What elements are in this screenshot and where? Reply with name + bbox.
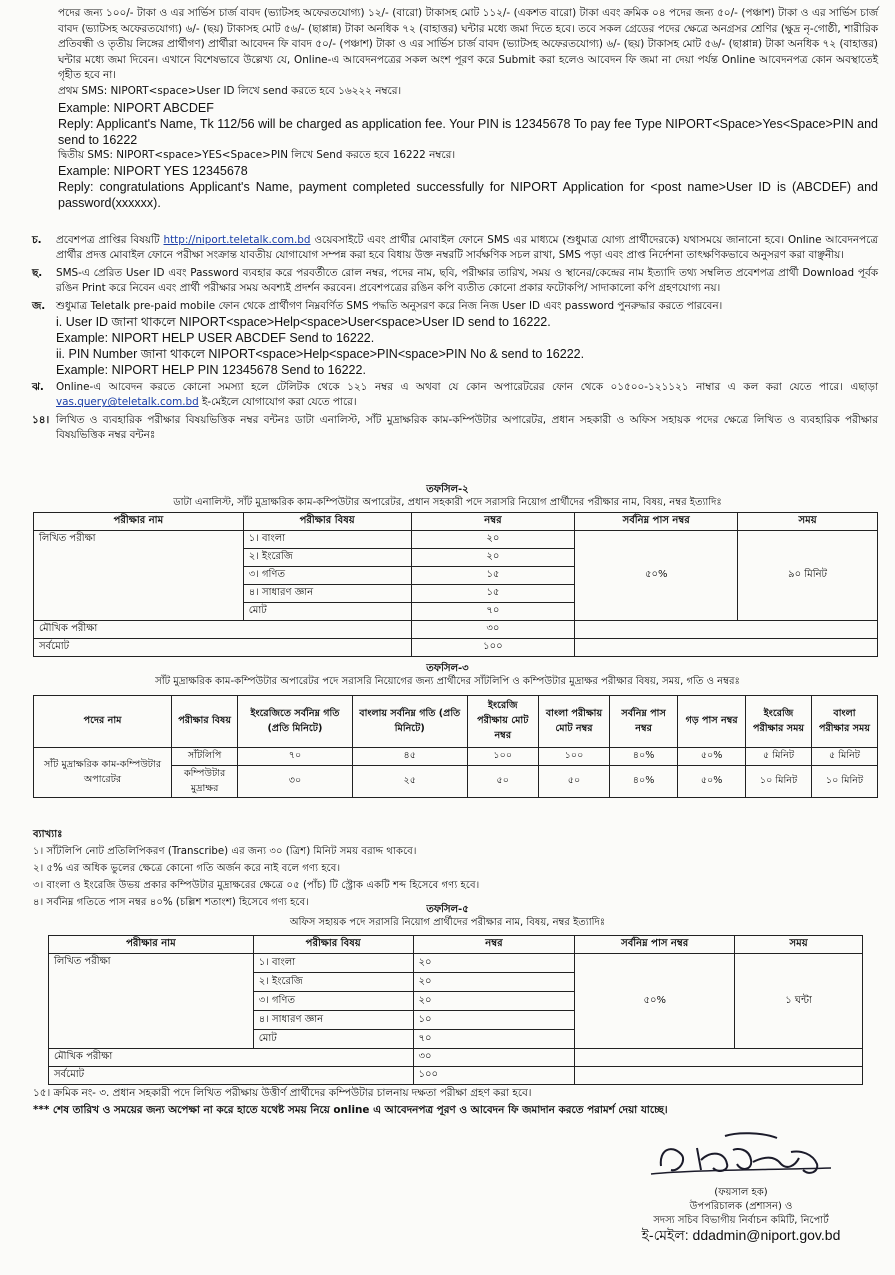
first-sms-reply: Reply: Applicant's Name, Tk 112/56 will be charged as application fee. Your PIN is 12345678 To pay fee Type NIPORT<Space>Yes<Space>PIN and send to 16222	[58, 116, 878, 147]
explanation-item: ৪। সর্বনিম্ন গতিতে পাস নম্বর ৪০% (চল্লিশ শতাংশ) হিসেবে গণ্য হবে।	[33, 897, 309, 908]
exam-time: ৯০ মিনিট	[738, 531, 878, 621]
note-jha: ঝ. Online-এ আবেদন করতে কোনো সমস্যা হলে টেলিটক থেকে ১২১ নম্বর এ অথবা যে কোন অপারেটরের ফোন থেকে ০১৫০০-১২১১২১ নাম্বার এ কল করা যেতে পারে। এছাড়া vas.query@teletalk.com.bd ই-মেইলে যোগাযোগ করা যেতে পারে।	[32, 380, 878, 411]
second-sms-reply: Reply: congratulations Applicant's Name, payment completed successfully for NIPORT Application for <post name>User ID is (ABCDEF) and password(xxxxxx).	[58, 180, 878, 211]
advice-note: *** শেষ তারিখ ও সময়ের জন্য অপেক্ষা না করে হাতে যথেষ্ট সময় নিয়ে online এ আবেদনপত্র পূরণ ও আবেদন ফি জমাদান করতে পরামর্শ দেয়া যাচ্ছে।	[33, 1104, 668, 1116]
note-15: ১৫। ক্রমিক নং- ৩. প্রধান সহকারী পদে লিখিত পরীক্ষায় উত্তীর্ণ প্রার্থীদের কম্পিউটার চালনায় দক্ষতা পরীক্ষা গ্রহণ করা হবে।	[33, 1087, 532, 1099]
note-label: চ.	[32, 234, 42, 246]
signatory-title: উপপরিচালক (প্রশাসন) ও	[689, 1201, 793, 1212]
written-exam-label: লিখিত পরীক্ষা	[34, 531, 244, 621]
total-label: সর্বমোট	[34, 639, 412, 657]
signatory-name: (ফয়সাল হক)	[714, 1187, 768, 1198]
first-sms-example: Example: NIPORT ABCDEF	[58, 100, 214, 115]
explanation-item: ২। ৫% এর অধিক ভুলের ক্ষেত্রে কোনো গতি অর্জন করে নাই বলে গণ্য হবে।	[33, 863, 341, 874]
exam-time: ১ ঘন্টা	[735, 954, 863, 1049]
note-label: ঝ.	[32, 381, 44, 394]
note-label: ছ.	[32, 266, 43, 279]
note-chha: ছ. SMS-এ প্রেরিত User ID এবং Password ব্যবহার করে পরবর্তীতে রোল নম্বর, পদের নাম, ছবি, পরীক্ষার তারিখ, সময় ও স্থানের/কেন্দ্রের নাম ইত্যাদি তথ্য সম্বলিত প্রবেশপত্র প্রার্থী Download পূর্বক রঙিন Print করে নিবেন এবং প্রার্থী পরীক্ষার সময় অবশ্যই প্রদর্শন করবেন। প্রবেশপত্রের রঙিন কপি ব্যতীত কোনো প্রকার ফটোকপি/ সাদাকালো কপি গ্রহণযোগ্য নয়।	[32, 266, 878, 297]
second-sms-example: Example: NIPORT YES 12345678	[58, 164, 248, 179]
note-ja: জ. শুধুমাত্র Teletalk pre-paid mobile ফোন থেকে প্রার্থীগণ নিম্নবর্ণিত SMS পদ্ধতি অনুসরণ করে নিজ নিজ User ID এবং password পুনরুদ্ধার করতে পারবেন। i. User ID জানা থাকলে NIPORT<space>Help<space>User<space>User ID send to 16222. Example: NIPORT HELP USER ABCDEF Send to 16222. ii. PIN Number জানা থাকলে NIPORT<space>Help<space>PIN<space>PIN No & send to 16222. Example: NIPORT HELP PIN 12345678 Send to 16222.	[32, 299, 878, 378]
notes-list	[32, 233, 878, 446]
table2-caption: তফসিল-২ ডাটা এনালিস্ট, সাঁট মুদ্রাক্ষরিক কাম-কম্পিউটার অপারেটর, প্রধান সহকারী পদে সরাসরি নিয়োগ প্রার্থীদের পরীক্ষার নাম, বিষয়, নম্বর ইত্যাদিঃ	[173, 484, 722, 508]
table3: পদের নাম পরীক্ষার বিষয় ইংরেজিতে সর্বনিম্ন গতি (প্রতি মিনিটে) বাংলায় সর্বনিম্ন গতি (প্রতি মিনিটে) ইংরেজি পরীক্ষায় মোট নম্বর বাংলা পরীক্ষায় মোট নম্বর সর্বনিম্ন পাস নম্বর গড় পাস নম্বর ইংরেজি পরীক্ষার সময় বাংলা পরীক্ষার সময় সাঁট মুদ্রাক্ষরিক কাম-কম্পিউটার অপারেটর সাঁটলিপি ৭০ ৪৫ ১০০ ১০০ ৪০% ৫০% ৫ মিনিট ৫ মিনিট কম্পিউটার মুদ্রাক্ষর ৩০ ২৫ ৫০ ৫০ ৪০% ৫০% ১০ মিনিট ১০ মিনিট	[33, 695, 878, 798]
pass-mark: ৫০%	[575, 954, 735, 1049]
note-label: জ.	[32, 299, 46, 312]
footer-notes	[33, 1085, 878, 1119]
signatory-email[interactable]: ই-মেইল: ddadmin@niport.gov.bd	[641, 1227, 841, 1243]
table3-caption: তফসিল-৩ সাঁট মুদ্রাক্ষরিক কাম-কম্পিউটার অপারেটর পদে সরাসরি নিয়োগের জন্য প্রার্থীদের সাঁটলিপি ও কম্পিউটার মুদ্রাক্ষর পরীক্ষার বিষয়, সময়, গতি ও নম্বরঃ	[155, 663, 740, 687]
second-sms: দ্বিতীয় SMS: NIPORT<space>YES<Space>PIN লিখে Send করতে হবে 16222 নম্বরে।	[58, 148, 456, 161]
signature-image	[641, 1130, 841, 1186]
written-exam-label: লিখিত পরীক্ষা	[49, 954, 254, 1049]
total-label: সর্বমোট	[49, 1067, 414, 1085]
recovery-user-id-example: Example: NIPORT HELP USER ABCDEF Send to 16222.	[56, 331, 375, 346]
fee-instructions	[58, 6, 878, 211]
recovery-user-id: i. User ID জানা থাকলে NIPORT<space>Help<space>User<space>User ID send to 16222.	[56, 315, 551, 330]
signature-block	[596, 1130, 886, 1242]
note-14: ১৪। লিখিত ও ব্যবহারিক পরীক্ষার বিষয়ভিত্তিক নম্বর বন্টনঃ ডাটা এনালিস্ট, সাঁট মুদ্রাক্ষরিক কাম-কম্পিউটার অপারেটর, প্রধান সহকারী ও অফিস সহায়ক পদের ক্ষেত্রে লিখিত ও ব্যবহারিক পরীক্ষার বিষয়ভিত্তিক নম্বর বন্টনঃ	[32, 413, 878, 444]
recovery-pin-example: Example: NIPORT HELP PIN 12345678 Send to 16222.	[56, 363, 366, 378]
first-sms: প্রথম SMS: NIPORT<space>User ID লিখে send করতে হবে ১৬২২২ নম্বরে।	[58, 84, 402, 97]
explanation: ব্যাখ্যাঃ ১। সাঁটলিপি নোট প্রতিলিপিকরণ (Transcribe) এর জন্য ৩০ (ত্রিশ) মিনিট সময় বরাদ্দ থাকবে। ২। ৫% এর অধিক ভুলের ক্ষেত্রে কোনো গতি অর্জন করে নাই বলে গণ্য হবে। ৩। বাংলা ও ইংরেজি উভয় প্রকার কম্পিউটার মুদ্রাক্ষরের ক্ষেত্রে ০৫ (পাঁচ) টি স্ট্রোক একটি শব্দ হিসেবে গণ্য হবে। ৪। সর্বনিম্ন গতিতে পাস নম্বর ৪০% (চল্লিশ শতাংশ) হিসেবে গণ্য হবে।	[33, 826, 873, 911]
support-email-link[interactable]: vas.query@teletalk.com.bd	[56, 396, 199, 409]
explanation-item: ৩। বাংলা ও ইংরেজি উভয় প্রকার কম্পিউটার মুদ্রাক্ষরের ক্ষেত্রে ০৫ (পাঁচ) টি স্ট্রোক একটি শব্দ হিসেবে গণ্য হবে।	[33, 880, 480, 891]
table5-caption: তফসিল-৫ অফিস সহায়ক পদে সরাসরি নিয়োগ প্রার্থীদের পরীক্ষার নাম, বিষয়, নম্বর ইত্যাদিঃ	[289, 904, 606, 928]
note-cha: চ. প্রবেশপত্র প্রাপ্তির বিষয়টি http://niport.teletalk.com.bd ওয়েবসাইটে এবং প্রার্থীর মোবাইল ফোনে SMS এর মাধ্যমে (শুধুমাত্র যোগ্য প্রার্থীদেরকে) যথাসময়ে জানানো হবে। Online আবেদনপত্রে প্রার্থীর প্রদত্ত মোবাইল ফোনে পরীক্ষা সংক্রান্ত যাবতীয় যোগাযোগ সম্পন্ন করা হবে বিধায় উক্ত নম্বরটি সার্বক্ষণিক সচল রাখা, SMS পড়া এবং প্রাপ্ত নির্দেশনা তাৎক্ষণিকভাবে অনুসরণ করা বাঞ্ছনীয়।	[32, 233, 878, 264]
signatory-committee: সদস্য সচিব বিভাগীয় নির্বাচন কমিটি, নিপোর্ট	[653, 1215, 829, 1226]
fee-paragraph: পদের জন্য ১০০/- টাকা ও এর সার্ভিস চার্জ বাবদ (ভ্যাটসহ অফেরতযোগ্য) ১২/- (বারো) টাকাসহ মোট ১১২/- (একশত বারো) টাকা এবং ক্রমিক ০৪ পদের জন্য ৫০/- (পঞ্চাশ) টাকা ও এর সার্ভিস চার্জ বাবদ (ভ্যাটসহ অফেরতযোগ্য) ৬/- (ছয়) টাকাসহ মোট ৫৬/- (ছাপ্পান্ন) টাকা অনধিক ৭২ (বাহাত্তর) ঘন্টার মধ্যে জমা দিতে হবে। তবে সকল গ্রেডের পদের ক্ষেত্রে অনগ্রসর শ্রেণির (ক্ষুদ্র নৃ-গোষ্ঠী, শারীরিক প্রতিবন্ধী ও তৃতীয় লিঙ্গের প্রার্থীগণ) প্রার্থীরা আবেদন ফি বাবদ ৫০/- (পঞ্চাশ) টাকা ও এর সার্ভিস চার্জ বাবদ (ভ্যাটসহ অফেরতযোগ্য) ৬/- (ছয়) টাকাসহ মোট ৫৬/- (ছাপ্পান্ন) টাকা অনধিক ৭২ (বাহাত্তর) ঘন্টার মধ্যে জমা দিবেন। এখানে বিশেষভাবে উল্লেখ্য যে, Online-এ আবেদনপত্রের সকল অংশ পূরণ করে Submit করা হলেও আবেদন ফি জমা না দেয়া পর্যন্ত Online আবেদনপত্র কোন অবস্থাতেই গৃহীত হবে না।	[58, 7, 878, 82]
pass-mark: ৫০%	[575, 531, 738, 621]
note-label: ১৪।	[32, 413, 50, 426]
viva-label: মৌখিক পরীক্ষা	[49, 1049, 414, 1067]
post-name: সাঁট মুদ্রাক্ষরিক কাম-কম্পিউটার অপারেটর	[34, 748, 172, 798]
viva-label: মৌখিক পরীক্ষা	[34, 621, 412, 639]
table2: পরীক্ষার নাম পরীক্ষার বিষয় নম্বর সর্বনিম্ন পাস নম্বর সময় লিখিত পরীক্ষা ১। বাংলা ২০ ৫০% ৯০ মিনিট ২। ইংরেজি ২০ ৩। গণিত ১৫ ৪। সাধারণ জ্ঞান ১৫ মোট ৭০ মৌখিক পরীক্ষা ৩০ সর্বমোট ১০০	[33, 512, 878, 657]
explanation-item: ১। সাঁটলিপি নোট প্রতিলিপিকরণ (Transcribe) এর জন্য ৩০ (ত্রিশ) মিনিট সময় বরাদ্দ থাকবে।	[33, 846, 417, 857]
recovery-pin: ii. PIN Number জানা থাকলে NIPORT<space>Help<space>PIN<space>PIN No & send to 16222.	[56, 347, 585, 362]
table5: পরীক্ষার নাম পরীক্ষার বিষয় নম্বর সর্বনিম্ন পাস নম্বর সময় লিখিত পরীক্ষা ১। বাংলা ২০ ৫০% ১ ঘন্টা ২। ইংরেজি ২০ ৩। গণিত ২০ ৪। সাধারণ জ্ঞান ১০ মোট ৭০ মৌখিক পরীক্ষা ৩০ সর্বমোট ১০০	[48, 935, 863, 1085]
teletalk-site-link[interactable]: http://niport.teletalk.com.bd	[163, 234, 311, 246]
